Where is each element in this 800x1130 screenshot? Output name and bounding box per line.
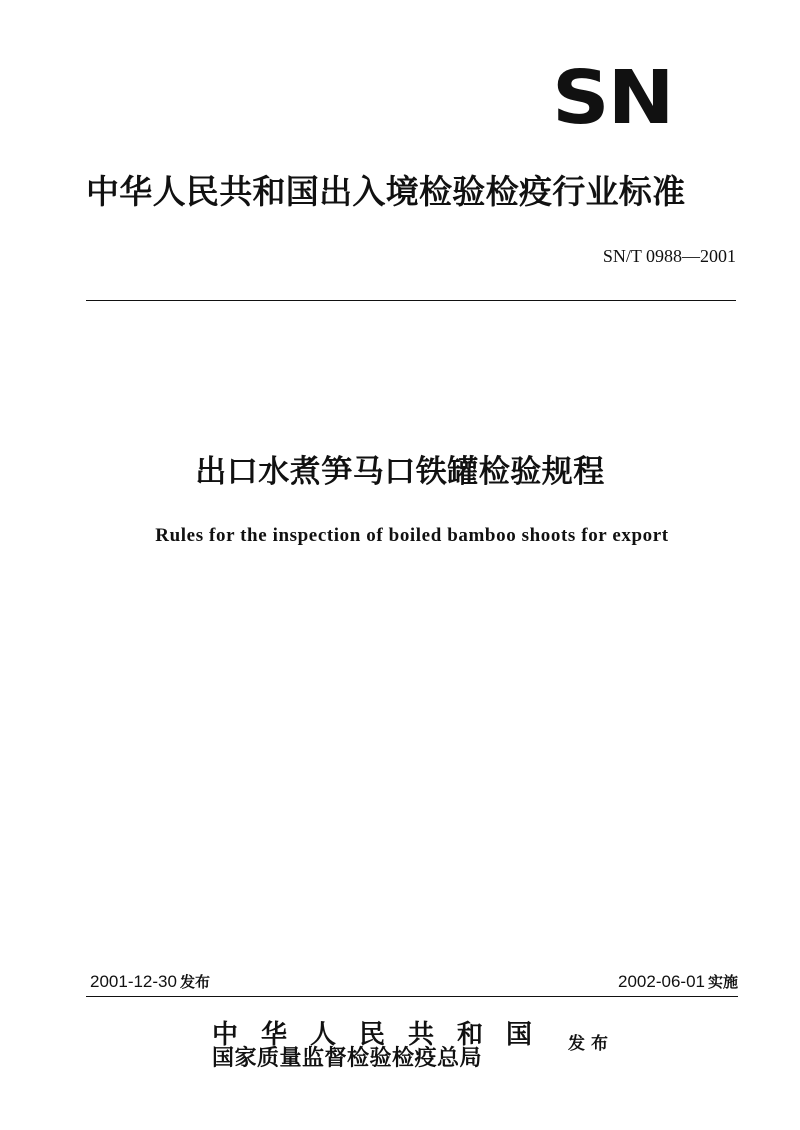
implementation-date: 2002-06-01 — [618, 972, 705, 991]
issue-date: 2001-12-30 — [90, 972, 177, 991]
sn-logo: SN — [552, 54, 673, 141]
issue-label: 发布 — [179, 973, 210, 991]
document-title-chinese: 出口水煮笋马口铁罐检验规程 — [195, 454, 605, 490]
publisher-action: 发布 — [568, 1034, 614, 1054]
document-title-english: Rules for the inspection of boiled bamboo shoots for export — [155, 525, 669, 546]
organization-title: 中华人民共和国出入境检验检疫行业标准 — [86, 172, 686, 211]
header-divider — [86, 300, 736, 301]
publisher-country: 中华人民共和国 — [212, 1020, 556, 1050]
implementation-date-line — [500, 970, 738, 994]
standard-code: SN/T 0988—2001 — [602, 246, 736, 266]
publisher-agency: 国家质量监督检验检疫总局 — [212, 1045, 483, 1071]
issue-date-line — [90, 970, 210, 994]
footer-divider — [86, 996, 738, 997]
implementation-label: 实施 — [707, 973, 738, 991]
